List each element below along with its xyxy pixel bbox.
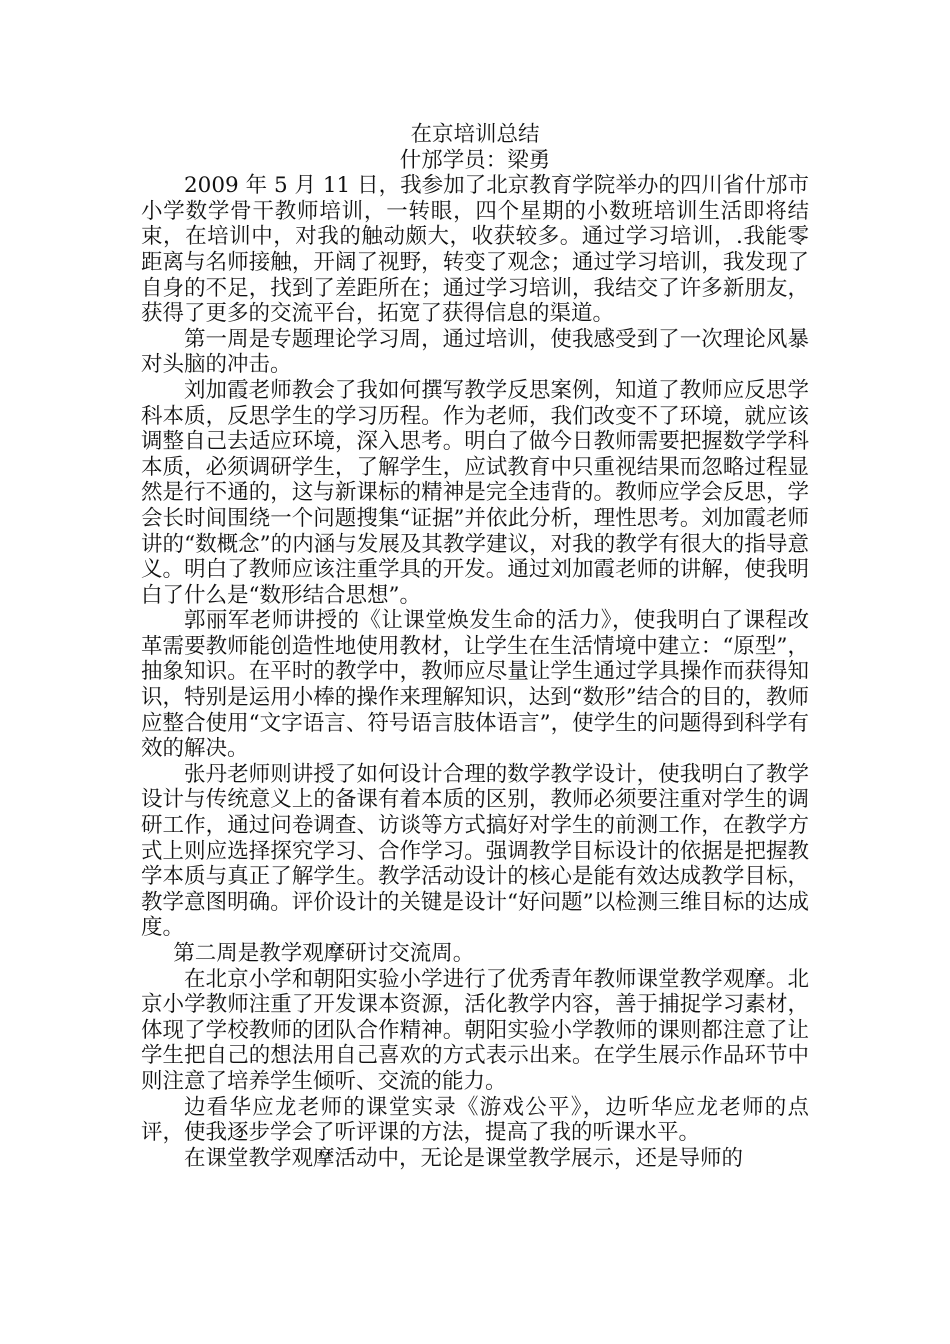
paragraph-week-two: 第二周是教学观摩研讨交流周。 [173, 941, 475, 966]
paragraph-week-one: 第一周是专题理论学习周，通过培训，使我感受到了一次理论风暴对头脑的冲击。 [141, 326, 809, 378]
paragraph-liu-jiaxia: 刘加霞老师教会了我如何撰写教学反思案例，知道了教师应反思学科本质，反思学生的学习历程。作为老师，我们改变不了环境，就应该调整自己去适应环境，深入思考。明白了做今日教师需要把握数学学科本质，必须调研学生，了解学生，应试教育中只重视结果而忽略过程显然是行不通的，这与新课标的精神是完全违背的。教师应学会反思，学会长时间围绕一个问题搜集“证据”并依此分析，理性思考。刘加霞老师讲的“数概念”的内涵与发展及其教学建议，对我的教学有很大的指导意义。明白了教师应该注重学具的开发。通过刘加霞老师的讲解，使我明白了什么是“数形结合思想”。 [141, 377, 809, 608]
document-title: 在京培训总结 [410, 122, 540, 147]
paragraph-continued: 在课堂教学观摩活动中，无论是课堂教学展示，还是导师的 [184, 1145, 744, 1171]
paragraph-observation: 在北京小学和朝阳实验小学进行了优秀青年教师课堂教学观摩。北京小学教师注重了开发课本资源，活化教学内容，善于捕捉学习素材，体现了学校教师的团队合作精神。朝阳实验小学教师的课则都注意了让学生把自己的想法用自己喜欢的方式表示出来。在学生展示作品环节中则注意了培养学生倾听、交流的能力。 [141, 966, 809, 1094]
paragraph-intro: 2009 年 5 月 11 日，我参加了北京教育学院举办的四川省什邡市小学数学骨干教师培训，一转眼，四个星期的小数班培训生活即将结束，在培训中，对我的触动颇大，收获较多。通过学习培训，.我能零距离与名师接触，开阔了视野，转变了观念；通过学习培训，我发现了自身的不足，找到了差距所在；通过学习培训，我结交了许多新朋友，获得了更多的交流平台，拓宽了获得信息的渠道。 [141, 173, 809, 327]
paragraph-zhang-dan: 张丹老师则讲授了如何设计合理的数学教学设计，使我明白了教学设计与传统意义上的备课有着本质的区别，教师必须要注重对学生的调研工作，通过问卷调查、访谈等方式搞好对学生的前测工作，在教学方式上则应选择探究学习、合作学习。强调教学目标设计的依据是把握教学本质与真正了解学生。教学活动设计的核心是能有效达成教学目标，教学意图明确。评价设计的关键是设计“好问题”以检测三维目标的达成度。 [141, 761, 809, 941]
author-line: 什邡学员：梁勇 [399, 147, 551, 173]
paragraph-guo-lijun: 郭丽军老师讲授的《让课堂焕发生命的活力》，使我明白了课程改革需要教师能创造性地使用教材，让学生在生活情境中建立：“原型”，抽象知识。在平时的教学中，教师应尽量让学生通过学具操作而获得知识，特别是运用小棒的操作来理解知识，达到“数形”结合的目的，教师应整合使用“文字语言、符号语言肢体语言”，使学生的问题得到科学有效的解决。 [141, 608, 809, 762]
document-page [141, 122, 809, 1171]
paragraph-hua-yinglong: 边看华应龙老师的课堂实录《游戏公平》，边听华应龙老师的点评，使我逐步学会了听评课的方法，提高了我的听课水平。 [141, 1094, 809, 1146]
